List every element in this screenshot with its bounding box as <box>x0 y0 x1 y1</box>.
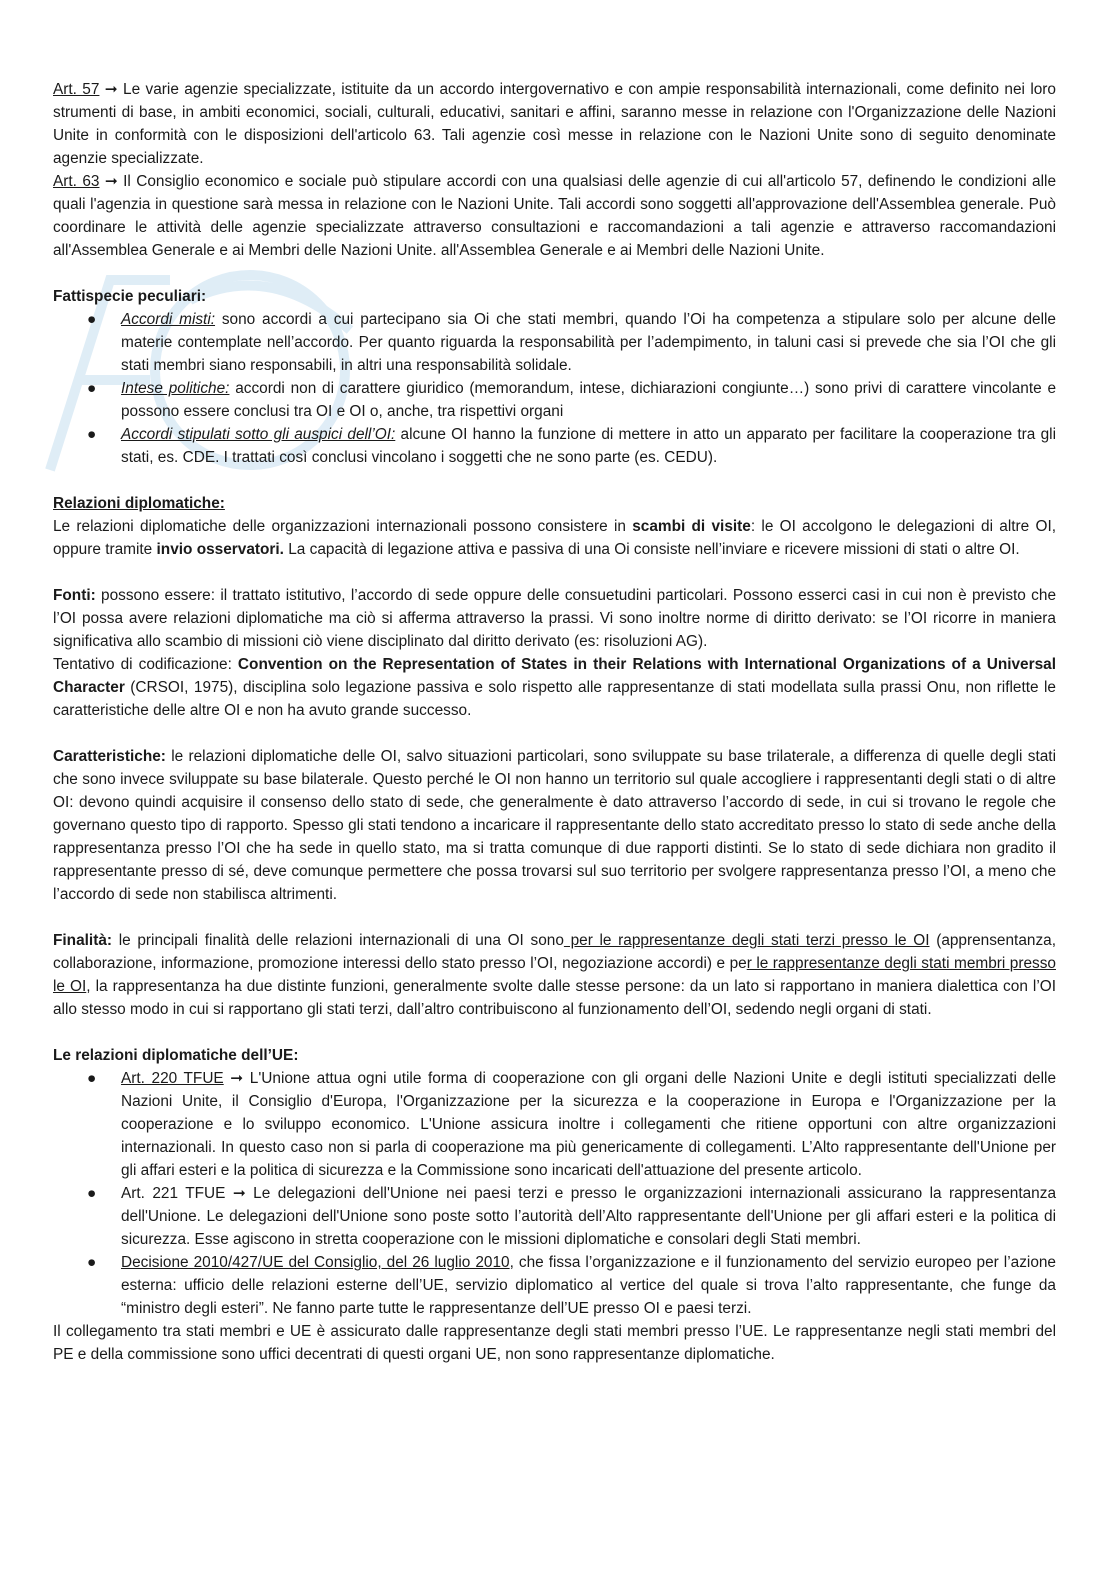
bullet-icon: ● <box>87 1185 97 1202</box>
ue-list <box>53 1067 1056 1320</box>
list-item: ● Accordi stipulati sotto gli auspici dell’OI: alcune OI hanno la funzione di mettere in atto un apparato per facilitare la cooperazione tra gli stati, es. CDE. I trattati così conclusi vincolano i soggetti che ne sono parte (es. CEDU). <box>53 423 1056 469</box>
list-item: ● Decisione 2010/427/UE del Consiglio, del 26 luglio 2010, che fissa l’organizzazione e il funzionamento del servizio europeo per l’azione esterna: ufficio delle relazioni esterne dell’UE, servizio diplomatico al vertice del quale si trova l’alto rappresentante, che funge da “ministro degli esteri”. Ne fanno parte tutte le rappresentanze dell’UE presso OI e paesi terzi. <box>53 1251 1056 1320</box>
list-item: ● Art. 220 TFUE ➞ L'Unione attua ogni utile forma di cooperazione con gli organi delle Nazioni Unite e degli istituti specializzati delle Nazioni Unite, il Consiglio d'Europa, l'Organizzazione per la sicurezza e la cooperazione in Europa e l'Organizzazione per la cooperazione e lo sviluppo economico. L'Unione assicura inoltre i collegamenti che ritiene opportuni con altre organizzazioni internazionali. In questo caso non si parla di cooperazione ma più genericamente di collegamenti. L’Alto rappresentante dell'Unione per gli affari esteri e la politica di sicurezza e la Commissione sono incaricati dell'attuazione del presente articolo. <box>53 1067 1056 1182</box>
relazioni-paragraph: Le relazioni diplomatiche delle organizzazioni internazionali possono consistere in scambi di visite: le OI accolgono le delegazioni di altre OI, oppure tramite invio osservatori. La capacità di legazione attiva e passiva di una Oi consiste nell’inviare e ricevere missioni di stati o altre OI. <box>53 518 1056 558</box>
list-item: ● Art. 221 TFUE ➞ Le delegazioni dell'Unione nei paesi terzi e presso le organizzazioni internazionali assicurano la rappresentanza dell'Unione. Le delegazioni dell'Unione sono poste sotto l’autorità dell’Alto rappresentante dell'Unione per gli affari esteri e la politica di sicurezza. Esse agiscono in stretta cooperazione con le missioni diplomatiche e consolari degli Stati membri. <box>53 1182 1056 1251</box>
list-item: ● Accordi misti: sono accordi a cui partecipano sia Oi che stati membri, quando l’Oi ha competenza a stipulare solo per alcune delle materie contemplate nell’accordo. Per quanto riguarda la responsabilità per l’adempimento, in taluni casi si prevede che sia l’OI che gli stati membri siano responsabili, in altri una responsabilità solidale. <box>53 308 1056 377</box>
bullet-icon: ● <box>87 1070 97 1087</box>
bullet-icon: ● <box>87 311 97 328</box>
ue-heading: Le relazioni diplomatiche dell’UE: <box>53 1047 299 1064</box>
bullet-icon: ● <box>87 380 97 397</box>
ue-closing-paragraph: Il collegamento tra stati membri e UE è assicurato dalle rappresentanze degli stati membri presso l’UE. Le rappresentanze negli stati membri del PE e della commissione sono uffici decentrati di questi organi UE, non sono rappresentanze diplomatiche. <box>53 1323 1056 1363</box>
list-item: ● Intese politiche: accordi non di carattere giuridico (memorandum, intese, dichiarazioni congiunte…) sono privi di carattere vincolante e possono essere conclusi tra OI e OI o, anche, tra rispettivi organi <box>53 377 1056 423</box>
caratteristiche-paragraph: Caratteristiche: le relazioni diplomatiche delle OI, salvo situazioni particolari, sono sviluppate su base trilaterale, a differenza di quelle degli stati che sono invece sviluppate su base bilaterale. Questo perché le OI non hanno un territorio sul quale accogliere i rappresentanti degli stati o di altre OI: devono quindi acquisire il consenso dello stato di sede, che generalmente è dato attraverso l’accordo di sede, in cui si trovano le regole che governano questo tipo di rapporto. Spesso gli stati tendono a incaricare il rappresentante dello stato accreditato presso lo stato di sede anche della rappresentanza presso l’OI che ha sede in quello stato, ma si tratta comunque di due rapporti distinti. Se lo stato di sede dichiara non gradito il rappresentante presso di sé, deve comunque permettere che possa trovarsi sul suo territorio per svolgere rappresentanza presso l’OI, a meno che l’accordo di sede non stabilisca altrimenti. <box>53 748 1056 903</box>
fattispecie-heading: Fattispecie peculiari: <box>53 288 207 305</box>
bullet-icon: ● <box>87 1254 97 1271</box>
art57-reference: Art. 57 <box>53 81 100 98</box>
document-page <box>53 78 1056 1366</box>
fonti-paragraph: Fonti: possono essere: il trattato istitutivo, l’accordo di sede oppure delle consuetudini particolari. Possono esserci casi in cui non è previsto che l’OI possa avere relazioni diplomatiche ma ciò si afferma attraverso la prassi. Vi sono inoltre norme di diritto derivato: se l’OI ricorre in maniera significativa allo scambio di missioni ciò viene disciplinato dal diritto derivato (es: risoluzioni AG). <box>53 587 1056 650</box>
art63-paragraph: Art. 63 ➞ Il Consiglio economico e sociale può stipulare accordi con una qualsiasi delle agenzie di cui all'articolo 57, definendo le condizioni alle quali l'agenzia in questione sarà messa in relazione con le Nazioni Unite. Tali accordi sono soggetti all'approvazione dell'Assemblea generale. Può coordinare le attività delle agenzie specializzate attraverso consultazioni e raccomandazioni a tali agenzie e attraverso raccomandazioni all'Assemblea Generale e ai Membri delle Nazioni Unite. all'Assemblea Generale e ai Membri delle Nazioni Unite. <box>53 173 1056 259</box>
fattispecie-list <box>53 308 1056 469</box>
bullet-icon: ● <box>87 426 97 443</box>
codificazione-paragraph: Tentativo di codificazione: Convention on the Representation of States in their Relations with International Organizations of a Universal Character (CRSOI, 1975), disciplina solo legazione passiva e solo rispetto alle rappresentanze di stati modellata sulla prassi Onu, non riflette le caratteristiche delle altre OI e non ha avuto grande successo. <box>53 656 1056 719</box>
finalita-paragraph: Finalità: le principali finalità delle relazioni internazionali di una OI sono per le rappresentanze degli stati terzi presso le OI (apprensentanza, collaborazione, informazione, promozione interessi dello stato presso l’OI, negoziazione accordi) e per le rappresentanze degli stati membri presso le OI, la rappresentanza ha due distinte funzioni, generalmente svolte dalle stesse persone: da un lato si rapportano in maniera dialettica con l’OI allo stesso modo in cui si rapportano gli stati terzi, dall’altro contribuiscono al funzionamento dell’OI, sedendo negli organi di stati. <box>53 932 1056 1018</box>
relazioni-heading: Relazioni diplomatiche: <box>53 495 225 512</box>
art63-reference: Art. 63 <box>53 173 100 190</box>
art57-paragraph: Art. 57 ➞ Le varie agenzie specializzate, istituite da un accordo intergovernativo e con ampie responsabilità internazionali, come definito nei loro strumenti di base, in ambiti economici, sociali, culturali, educativi, sanitari e affini, saranno messe in relazione con l'Organizzazione delle Nazioni Unite in conformità con le disposizioni dell'articolo 63. Tali agenzie così messe in relazione con le Nazioni Unite sono di seguito denominate agenzie specializzate. <box>53 81 1056 167</box>
